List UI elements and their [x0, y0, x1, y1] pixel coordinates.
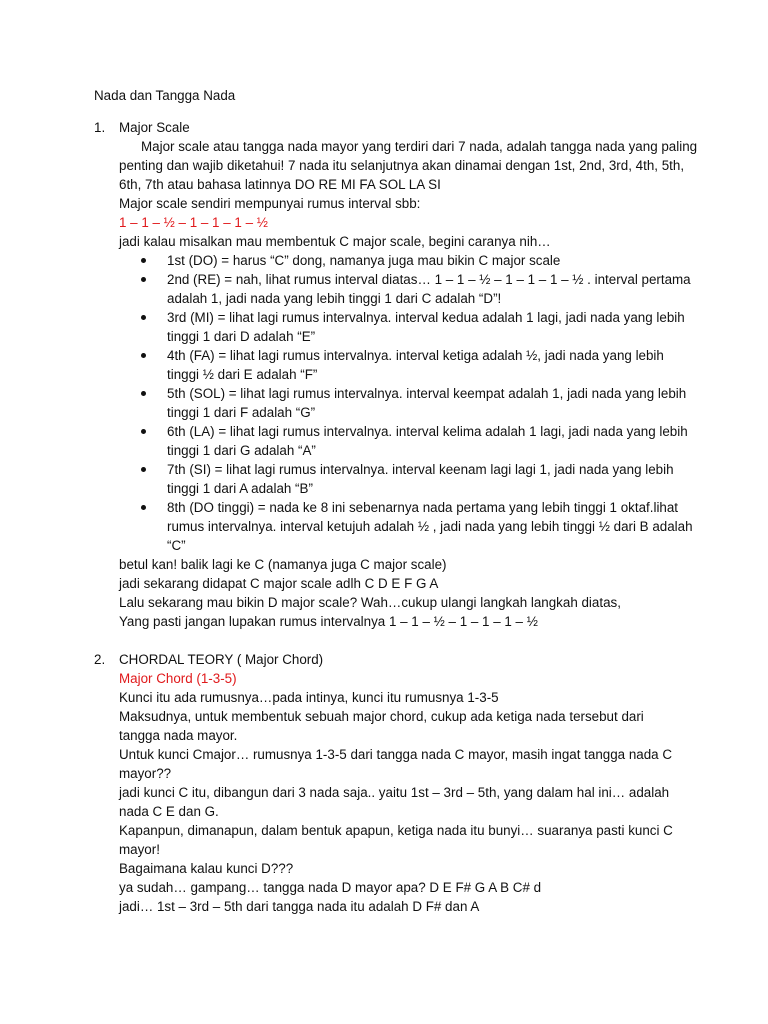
document-title: Nada dan Tangga Nada: [94, 88, 236, 103]
list-item-text: tinggi 1 dari F adalah “G”: [167, 405, 316, 420]
paragraph-line: Kunci itu ada rumusnya…pada intinya, kunci itu rumusnya 1-3-5: [119, 690, 499, 705]
paragraph-line: mayor!: [119, 842, 160, 857]
list-item-text: 1st (DO) = harus “C” dong, namanya juga mau bikin C major scale: [167, 253, 561, 268]
list-item-text: 8th (DO tinggi) = nada ke 8 ini sebenarnya nada pertama yang lebih tinggi 1 oktaf.lihat: [167, 500, 679, 515]
list-item-text: tinggi 1 dari D adalah “E”: [167, 329, 316, 344]
list-item-text: adalah 1, jadi nada yang lebih tinggi 1 dari C adalah “D”!: [167, 291, 502, 306]
paragraph-line: Bagaimana kalau kunci D???: [119, 861, 294, 876]
paragraph-line: ya sudah… gampang… tangga nada D mayor apa? D E F# G A B C# d: [119, 880, 542, 895]
bullet-icon: [141, 277, 146, 282]
paragraph-line: Kapanpun, dimanapun, dalam bentuk apapun, ketiga nada itu bunyi… suaranya pasti kunci C: [119, 823, 673, 838]
list-item-text: tinggi ½ dari E adalah “F”: [167, 367, 318, 382]
interval-formula: 1 – 1 – ½ – 1 – 1 – 1 – ½: [119, 215, 268, 230]
paragraph-line: mayor??: [119, 766, 172, 781]
list-item: [119, 251, 709, 270]
section-1-major-scale: [119, 118, 709, 631]
list-item-text: 5th (SOL) = lihat lagi rumus intervalnya. interval keempat adalah 1, jadi nada yang lebih: [167, 386, 687, 401]
list-item-text: 3rd (MI) = lihat lagi rumus intervalnya. interval kedua adalah 1 lagi, jadi nada yang lebih: [167, 310, 685, 325]
list-item: [119, 422, 709, 460]
list-item-text: 6th (LA) = lihat lagi rumus intervalnya. interval kelima adalah 1 lagi, jadi nada yang lebih: [167, 424, 688, 439]
list-item: [119, 346, 709, 384]
bullet-icon: [141, 467, 146, 472]
list-item-text: 7th (SI) = lihat lagi rumus intervalnya. interval keenam lagi lagi 1, jadi nada yang lebih: [167, 462, 674, 477]
paragraph-line: Yang pasti jangan lupakan rumus intervalnya 1 – 1 – ½ – 1 – 1 – 1 – ½: [119, 614, 538, 629]
paragraph-line: Major scale sendiri mempunyai rumus interval sbb:: [119, 196, 421, 211]
list-item-text: rumus intervalnya. interval ketujuh adalah ½ , jadi nada yang lebih tinggi ½ dari B adalah: [167, 519, 693, 534]
list-item-text: 2nd (RE) = nah, lihat rumus interval diatas… 1 – 1 – ½ – 1 – 1 – 1 – ½ . interval pertama: [167, 272, 691, 287]
paragraph-line: tangga nada mayor.: [119, 728, 238, 743]
list-item-text: tinggi 1 dari A adalah “B”: [167, 481, 313, 496]
bullet-icon: [141, 258, 146, 263]
list-item: [119, 308, 709, 346]
paragraph-line: jadi kunci C itu, dibangun dari 3 nada saja.. yaitu 1st – 3rd – 5th, yang dalam hal ini… adalah: [119, 785, 670, 800]
scale-steps-list: [119, 251, 709, 555]
list-item: [119, 384, 709, 422]
bullet-icon: [141, 315, 146, 320]
list-item-text: tinggi 1 dari G adalah “A”: [167, 443, 316, 458]
section-1-number: 1.: [94, 120, 106, 135]
section-2-number: 2.: [94, 652, 106, 667]
paragraph-line: Lalu sekarang mau bikin D major scale? Wah…cukup ulangi langkah langkah diatas,: [119, 595, 621, 610]
paragraph-line: Maksudnya, untuk membentuk sebuah major chord, cukup ada ketiga nada tersebut dari: [119, 709, 644, 724]
paragraph-line: nada C E dan G.: [119, 804, 219, 819]
paragraph-line: Major scale atau tangga nada mayor yang terdiri dari 7 nada, adalah tangga nada yang paling: [141, 139, 698, 154]
list-item: [119, 460, 709, 498]
list-item: [119, 498, 709, 555]
section-2-subheading: Major Chord (1-3-5): [119, 671, 237, 686]
paragraph-line: jadi sekarang didapat C major scale adlh C D E F G A: [119, 576, 439, 591]
list-item-text: “C”: [167, 538, 186, 553]
section-1-heading: Major Scale: [119, 120, 190, 135]
bullet-icon: [141, 505, 146, 510]
paragraph-line: jadi kalau misalkan mau membentuk C major scale, begini caranya nih…: [119, 234, 551, 249]
paragraph-line: Untuk kunci Cmajor… rumusnya 1-3-5 dari tangga nada C mayor, masih ingat tangga nada C: [119, 747, 673, 762]
paragraph-line: penting dan wajib diketahui! 7 nada itu selanjutnya akan dinamai dengan 1st, 2nd, 3rd, 4th, 5th,: [119, 158, 685, 173]
bullet-icon: [141, 429, 146, 434]
section-2-chordal-theory: [119, 650, 709, 916]
bullet-icon: [141, 391, 146, 396]
list-item: [119, 270, 709, 308]
section-2-heading: CHORDAL TEORY ( Major Chord): [119, 652, 324, 667]
bullet-icon: [141, 353, 146, 358]
paragraph-line: 6th, 7th atau bahasa latinnya DO RE MI FA SOL LA SI: [119, 177, 441, 192]
list-item-text: 4th (FA) = lihat lagi rumus intervalnya. interval ketiga adalah ½, jadi nada yang lebih: [167, 348, 664, 363]
paragraph-line: jadi… 1st – 3rd – 5th dari tangga nada itu adalah D F# dan A: [119, 899, 480, 914]
paragraph-line: betul kan! balik lagi ke C (namanya juga C major scale): [119, 557, 447, 572]
